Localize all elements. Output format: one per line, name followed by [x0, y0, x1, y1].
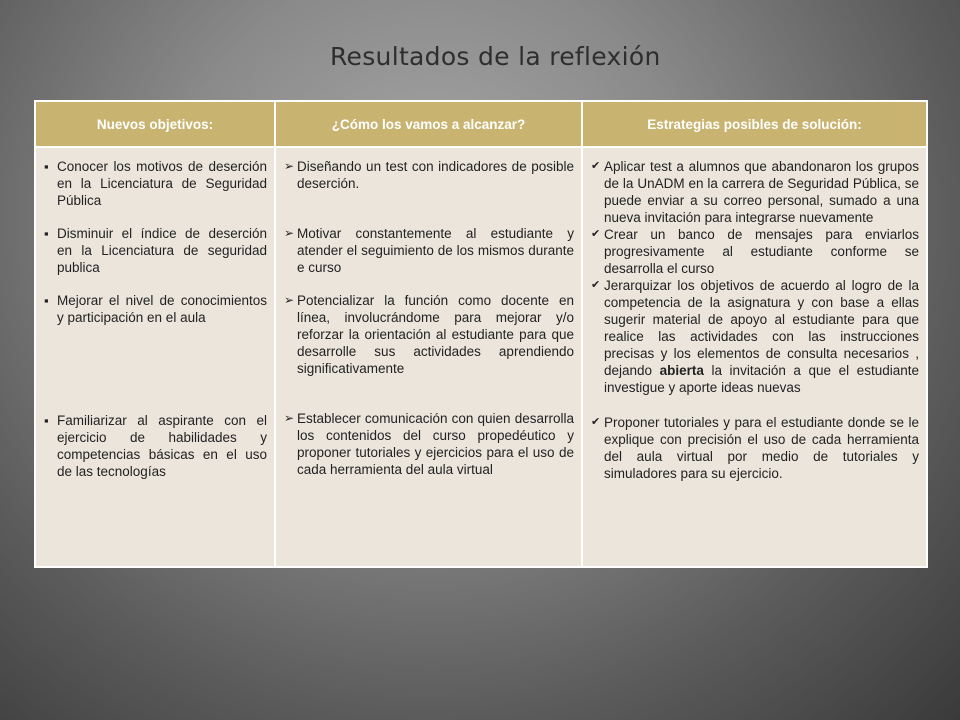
square-bullet-icon — [44, 412, 57, 480]
how-text: Diseñando un test con indicadores de posible deserción. — [297, 159, 574, 191]
list-item — [284, 292, 574, 377]
strategy-text-part: la invitación a que el estudiante investigue y aporte ideas nuevas — [604, 363, 919, 395]
header-possible-strategies: Estrategias posibles de solución: — [582, 101, 927, 147]
slide-title: Resultados de la reflexión — [330, 42, 661, 71]
table-header-row — [35, 101, 927, 147]
objective-text: Familiarizar al aspirante con el ejercicio de habilidades y competencias básicas en el uso de las tecnologías — [57, 413, 267, 479]
strategy-emphasis: abierta — [659, 363, 704, 378]
square-bullet-icon — [44, 225, 57, 276]
objectives-cell — [35, 147, 275, 567]
header-new-objectives: Nuevos objetivos: — [35, 101, 275, 147]
square-bullet-icon — [44, 158, 57, 209]
objective-text: Disminuir el índice de deserción en la Licenciatura de seguridad publica — [57, 226, 267, 275]
list-item — [284, 225, 574, 276]
checkmark-bullet-icon — [591, 414, 604, 482]
arrowhead-bullet-icon — [284, 410, 297, 478]
checkmark-bullet-icon — [591, 226, 604, 277]
strategy-text: Crear un banco de mensajes para enviarlos progresivamente al estudiante conforme se desarrolla el curso — [604, 227, 919, 276]
list-item — [284, 410, 574, 478]
how-cell — [275, 147, 582, 567]
checkmark-bullet-icon — [591, 158, 604, 226]
list-item — [284, 158, 574, 192]
table-row — [35, 147, 927, 567]
arrowhead-bullet-icon — [284, 225, 297, 276]
strategies-cell — [582, 147, 927, 567]
how-text: Establecer comunicación con quien desarrolla los contenidos del curso propedéutico y proponer tutoriales y ejercicios para el uso de cada herramienta del aula virtual — [297, 411, 574, 477]
list-item — [44, 412, 267, 480]
list-item — [44, 158, 267, 209]
list-item — [591, 158, 919, 226]
arrowhead-bullet-icon — [284, 158, 297, 192]
reflection-table — [34, 100, 928, 568]
list-item — [591, 226, 919, 277]
strategy-text — [604, 277, 919, 396]
list-item — [44, 225, 267, 276]
list-item — [591, 414, 919, 482]
square-bullet-icon — [44, 292, 57, 326]
objective-text: Mejorar el nivel de conocimientos y participación en el aula — [57, 293, 267, 325]
checkmark-bullet-icon — [591, 277, 604, 396]
arrowhead-bullet-icon — [284, 292, 297, 377]
header-how-to-achieve: ¿Cómo los vamos a alcanzar? — [275, 101, 582, 147]
strategy-text: Proponer tutoriales y para el estudiante donde se le explique con precisión el uso de cada herramienta del aula virtual por medio de tutoriales y simuladores para su ejercicio. — [604, 415, 919, 481]
list-item — [591, 277, 919, 396]
objective-text: Conocer los motivos de deserción en la Licenciatura de Seguridad Pública — [57, 159, 267, 208]
list-item — [44, 292, 267, 326]
how-text: Potencializar la función como docente en línea, involucrándome para mejorar y/o reforzar la orientación al estudiante para que desarrolle sus actividades aprendiendo significativamente — [297, 293, 574, 376]
how-text: Motivar constantemente al estudiante y atender el seguimiento de los mismos durante e curso — [297, 226, 574, 275]
strategy-text: Aplicar test a alumnos que abandonaron los grupos de la UnADM en la carrera de Seguridad Pública, se puede enviar a su correo personal, sumado a una nueva invitación para integrarse nuevamente — [604, 159, 919, 225]
strategy-text-part: Jerarquizar los objetivos de acuerdo al logro de la competencia de la asignatura y con base a ellas sugerir material de apoyo al estudiante para que realice las actividades con las instrucciones precisas y los elementos de consulta necesarios , dejando — [604, 278, 919, 378]
